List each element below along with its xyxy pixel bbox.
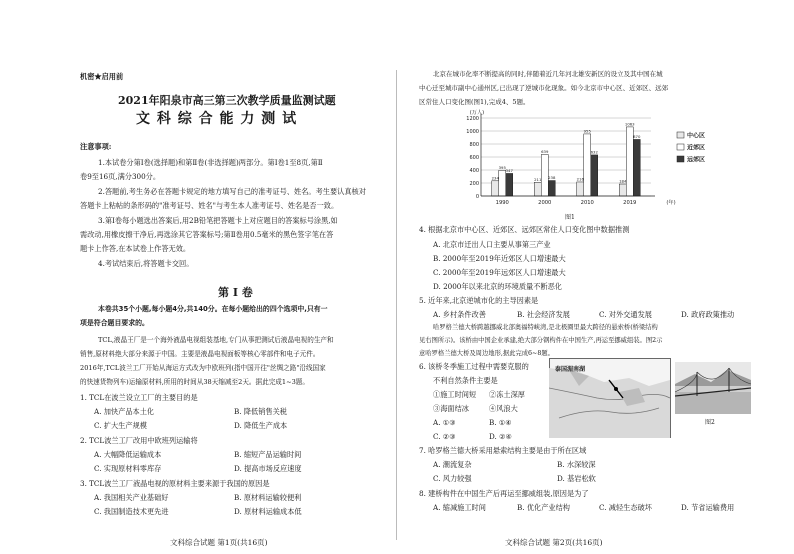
statement-item: ④风浪大 bbox=[489, 404, 518, 413]
figure-2-caption: 图2 bbox=[705, 419, 715, 426]
section-heading: 第 Ⅰ 卷 bbox=[218, 286, 253, 299]
option-a[interactable]: A. 加快产品本土化 bbox=[94, 407, 155, 416]
figure-1-caption: 图1 bbox=[565, 214, 575, 221]
y-tick-label: 400 bbox=[469, 168, 479, 174]
notice-line: 卷9至16页,满分300分。 bbox=[80, 172, 161, 181]
legend-swatch bbox=[677, 132, 684, 138]
passage-line: 的快速货物列车)运输原材料,所用的时间从38天缩减至2天。据此完成1~3题。 bbox=[80, 378, 309, 386]
option-b[interactable]: B. 降低销售关税 bbox=[234, 407, 287, 416]
legend-swatch bbox=[677, 144, 684, 150]
bar bbox=[619, 184, 626, 196]
question-stem: 8. 建桥构件在中国生产后再运至挪威组装,原因是为了 bbox=[419, 489, 589, 498]
option-a[interactable]: A. 缩减施工时间 bbox=[433, 503, 486, 512]
legend-label: 中心区 bbox=[687, 132, 706, 140]
legend-swatch bbox=[677, 156, 684, 162]
statement-item: ②冻土深厚 bbox=[489, 390, 525, 399]
notice-line: 4.考试结束后,将答题卡交回。 bbox=[98, 259, 194, 268]
option-a[interactable]: A. 乡村条件改善 bbox=[433, 310, 486, 319]
option-b[interactable]: B. 社会经济发展 bbox=[517, 310, 570, 319]
y-tick-label: 0 bbox=[475, 194, 479, 200]
bar-value-label: 1063 bbox=[624, 121, 635, 127]
passage-line: TCL,液晶王厂是一个海外液晶电视组装基地,专门从事把测试后液晶电视的生产和 bbox=[98, 336, 334, 344]
question-stem: 3. TCL波兰工厂液晶电视的原材料主要来源于我国的原因是 bbox=[80, 479, 270, 488]
chart-legend bbox=[677, 132, 705, 164]
option-b[interactable]: B. 缩短产品运输时间 bbox=[234, 450, 302, 459]
exam-subtitle: 文 科 综 合 能 力 测 试 bbox=[136, 111, 298, 127]
option-a[interactable]: A. 北京市迁出人口主要从事第三产业 bbox=[433, 240, 551, 249]
passage-line: 意哈罗格兰德大桥及周边地形,据此完成6~8题。 bbox=[419, 350, 554, 357]
notice-title: 注意事项: bbox=[80, 142, 112, 151]
option-d[interactable]: D. 节省运输费用 bbox=[681, 503, 735, 512]
passage-line: 哈罗格兰德大桥跨越挪威北部奥福特峡湾,是北极圈里最大跨径的悬索桥(桥梁结构 bbox=[433, 324, 658, 331]
bar bbox=[492, 181, 499, 196]
option-c[interactable]: C. 风力较强 bbox=[433, 474, 472, 483]
bar-value-label: 184 bbox=[619, 178, 627, 184]
notice-line: 答题卡上粘帖的条形码的"准考证号、姓名"与考生本人准考证号、姓名是否一致。 bbox=[80, 201, 339, 210]
bar-value-label: 347 bbox=[505, 167, 513, 173]
option-d[interactable]: D. ②④ bbox=[489, 432, 512, 441]
bar bbox=[633, 139, 640, 196]
chart-bars bbox=[492, 127, 641, 196]
passage-line: 见右图所示)。该桥由中国企业承建,绝大部分钢构件在中国生产,再运至挪威组装。图2示 bbox=[419, 337, 663, 344]
y-axis-label: (万人) bbox=[469, 110, 485, 116]
passage-line: 中心迁至城市副中心通州区,已出现了逆城市化现象。如今北京市中心区、近郊区、远郊 bbox=[419, 84, 669, 92]
option-c[interactable]: C. 我国制造技术更先进 bbox=[94, 507, 169, 516]
notice-line: 1.本试卷分第Ⅰ卷(选择题)和第Ⅱ卷(非选择题)两部分。第Ⅰ卷1至8页,第Ⅱ bbox=[98, 158, 323, 167]
passage-line: 北京在城市化率不断提高的同时,伴随着近几年河北雄安新区的设立及其中国在城 bbox=[433, 70, 663, 78]
passage-line: 销售,原材料绝大部分来源于中国。主要是液晶电视面板等核心零部件和电子元件。 bbox=[80, 350, 320, 358]
bar-value-label: 955 bbox=[583, 128, 591, 134]
option-d[interactable]: D. 原材料运输成本低 bbox=[234, 507, 302, 516]
question-stem: 2. TCL波兰工厂改用中欧班列运输将 bbox=[80, 436, 198, 445]
bar-value-label: 211 bbox=[534, 176, 542, 182]
option-c[interactable]: C. 减轻生态破坏 bbox=[599, 503, 652, 512]
bar-value-label: 238 bbox=[548, 175, 556, 181]
map-label: 泰国湄南湖 bbox=[555, 366, 586, 373]
notice-line: 2.答题前,考生务必在答题卡规定的地方填写自己的准考证号、姓名。考生要认真核对 bbox=[98, 187, 366, 196]
legend-label: 远郊区 bbox=[687, 156, 706, 164]
option-b[interactable]: B. 原材料运输较便利 bbox=[234, 493, 302, 502]
option-d[interactable]: D. 2000年以来北京的环境质量不断恶化 bbox=[433, 282, 562, 291]
passage-line: 2016年,TCL波兰工厂开始从海运方式改为中欧班列(指中国开往"丝绸之路"沿线国家 bbox=[80, 364, 326, 372]
bar-value-label: 216 bbox=[576, 176, 584, 182]
secret-label: 机密★启用前 bbox=[80, 72, 124, 81]
bar bbox=[499, 170, 506, 196]
notice-line: 3.第Ⅰ卷每小题选出答案后,用2B铅笔把答题卡上对应题目的答案标号涂黑,如 bbox=[98, 216, 338, 225]
y-tick-label: 200 bbox=[469, 181, 479, 187]
page-footer: 文科综合试题 第1页(共16页) bbox=[170, 538, 268, 547]
option-b[interactable]: B. ①④ bbox=[489, 418, 512, 427]
y-tick-label: 1000 bbox=[466, 129, 479, 135]
bridge-photo bbox=[675, 362, 751, 414]
passage-line: 区常住人口变化图(图1),完成4、5题。 bbox=[419, 98, 530, 106]
notice-line: 需改动,用橡皮擦干净后,再选涂其它答案标号;第Ⅱ卷用0.5毫米的黑色签字笔在答 bbox=[80, 230, 334, 239]
notice-line: 题卡上作答,在本试卷上作答无效。 bbox=[80, 244, 191, 253]
option-a[interactable]: A. 大幅降低运输成本 bbox=[94, 450, 162, 459]
question-stem-cont: 不利自然条件主要是 bbox=[433, 376, 498, 385]
statement-item: ③海面结冰 bbox=[433, 404, 469, 413]
option-c[interactable]: C. 实现原材料零库存 bbox=[94, 464, 162, 473]
option-c[interactable]: C. ②③ bbox=[433, 432, 456, 441]
y-tick-label: 800 bbox=[469, 142, 479, 148]
exam-title: 2021年阳泉市高三第三次教学质量监测试题 bbox=[118, 94, 336, 107]
option-c[interactable]: C. 扩大生产规模 bbox=[94, 421, 147, 430]
bar bbox=[534, 182, 541, 196]
option-a[interactable]: A. ①③ bbox=[433, 418, 456, 427]
statement-item: ①施工时间短 bbox=[433, 390, 477, 399]
option-c[interactable]: C. 2000年至2019年远郊区人口增速最大 bbox=[433, 268, 566, 277]
option-b[interactable]: B. 2000年至2019年近郊区人口增速最大 bbox=[433, 254, 566, 263]
bar-value-label: 870 bbox=[633, 133, 641, 139]
page-footer: 文科综合试题 第2页(共16页) bbox=[505, 538, 603, 547]
question-stem: 4. 根据北京市中心区、近郊区、远郊区常住人口变化图中数据推测 bbox=[419, 225, 630, 234]
x-tick-label: 2000 bbox=[538, 200, 552, 206]
chart-data-labels bbox=[492, 121, 641, 183]
option-b[interactable]: B. 水深较深 bbox=[557, 460, 596, 469]
bar-value-label: 234 bbox=[491, 175, 499, 181]
y-tick-label: 600 bbox=[469, 155, 479, 161]
option-d[interactable]: D. 提高市场反应速度 bbox=[234, 464, 302, 473]
right-page bbox=[397, 0, 794, 554]
y-tick-label: 1200 bbox=[466, 116, 479, 122]
bar-value-label: 632 bbox=[590, 149, 598, 155]
x-axis-label: (年) bbox=[666, 200, 676, 206]
legend-label: 近郊区 bbox=[687, 144, 706, 152]
bar-value-label: 395 bbox=[498, 164, 506, 170]
bar bbox=[577, 182, 584, 196]
x-tick-label: 1990 bbox=[495, 200, 509, 206]
bar bbox=[584, 134, 591, 196]
question-stem: 7. 哈罗格兰德大桥采用悬索结构主要是由于所在区域 bbox=[419, 446, 587, 455]
option-a[interactable]: A. 我国相关产业基础好 bbox=[94, 493, 169, 502]
section-intro: 项是符合题目要求的。 bbox=[80, 319, 149, 327]
x-tick-label: 2010 bbox=[580, 200, 594, 206]
bar-value-label: 639 bbox=[541, 148, 549, 154]
bar bbox=[591, 155, 598, 196]
option-d[interactable]: D. 降低生产成本 bbox=[234, 421, 288, 430]
bar bbox=[506, 173, 513, 196]
bar bbox=[548, 181, 555, 196]
question-stem: 6. 该桥冬季施工过程中需要克服的 bbox=[419, 362, 529, 371]
option-a[interactable]: A. 潮流复杂 bbox=[433, 460, 472, 469]
question-stem: 5. 近年来,北京逆城市化的主导因素是 bbox=[419, 296, 539, 305]
x-tick-label: 2019 bbox=[623, 200, 637, 206]
option-d[interactable]: D. 基岩松软 bbox=[557, 474, 596, 483]
section-intro: 本卷共35个小题,每小题4分,共140分。在每小题给出的四个选项中,只有一 bbox=[98, 305, 328, 313]
option-b[interactable]: B. 优化产业结构 bbox=[517, 503, 570, 512]
option-c[interactable]: C. 对外交通发展 bbox=[599, 310, 652, 319]
option-d[interactable]: D. 政府政策推动 bbox=[681, 310, 735, 319]
population-bar-chart bbox=[455, 108, 735, 210]
question-stem: 1. TCL在波兰设立工厂的主要目的是 bbox=[80, 393, 198, 402]
